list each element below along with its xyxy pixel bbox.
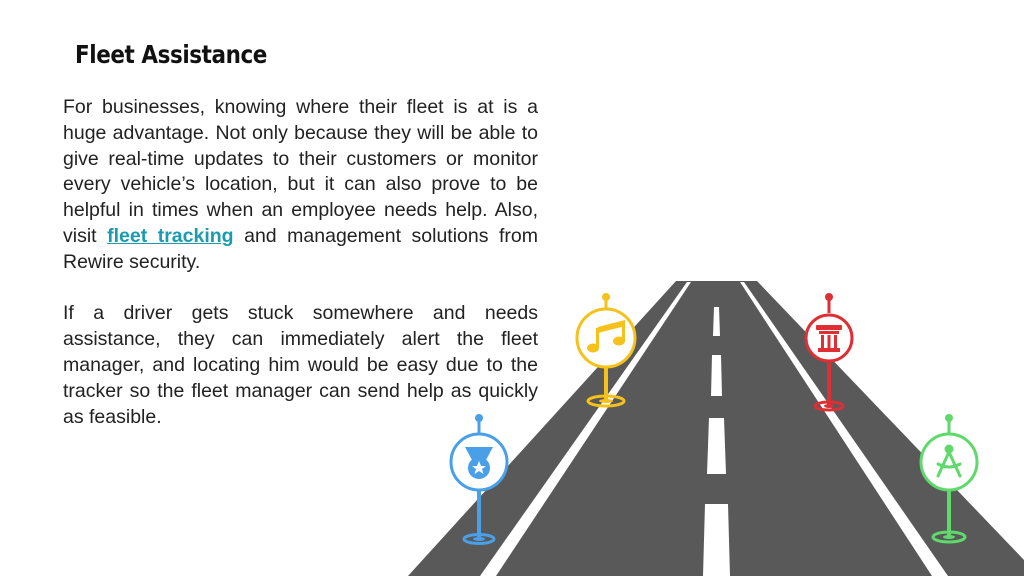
- paragraph-1-text-before: For businesses, knowing where their fleet is at is a huge advantage. Not only because they will be able to give real-time updates to their customers or monitor every vehicle’s location, but it can also prove to be helpful in times when an employee needs help. Also, visit: [63, 96, 538, 247]
- page-title: Fleet Assistance: [75, 40, 267, 69]
- paragraph-2: If a driver gets stuck somewhere and needs assistance, they can immediately alert the fleet manager, and locating him would be easy due to the tracker so the fleet manager can send help as quickly as feasible.: [63, 302, 538, 428]
- paragraph-1-text-after: and management solutions from Rewire security.: [63, 224, 538, 273]
- fleet-tracking-link[interactable]: fleet tracking: [107, 224, 234, 247]
